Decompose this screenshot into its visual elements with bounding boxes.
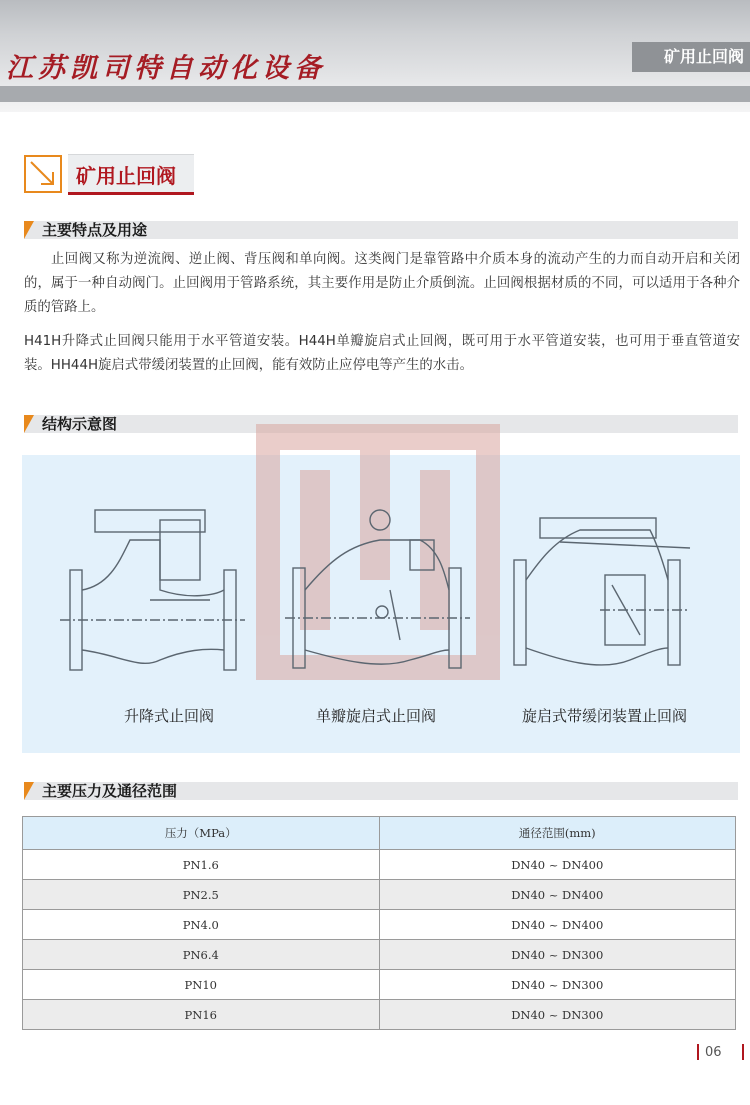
table-row (23, 970, 736, 1000)
pressure-cell: PN6.4 (23, 940, 380, 970)
table-row (23, 940, 736, 970)
caption-swing-check: 单瓣旋启式止回阀 (316, 707, 437, 725)
company-name: 江苏凯司特自动化设备 (6, 53, 326, 84)
pressure-cell: PN10 (23, 970, 380, 1000)
lift-check-valve-drawing (60, 510, 245, 670)
diameter-cell: DN40 ~ DN300 (379, 1000, 736, 1030)
section-features-title: 主要特点及用途 (42, 221, 148, 239)
diameter-cell: DN40 ~ DN400 (379, 850, 736, 880)
diameter-cell: DN40 ~ DN300 (379, 970, 736, 1000)
diameter-cell: DN40 ~ DN400 (379, 910, 736, 940)
table-header-row (23, 817, 736, 850)
page-number-bar-right (742, 1044, 744, 1060)
page-number: 06 (705, 1045, 722, 1060)
table-row (23, 1000, 736, 1030)
header-pressure: 压力（MPa） (23, 817, 380, 850)
features-paragraph-2: H41H升降式止回阀只能用于水平管道安装。H44H单瓣旋启式止回阀，既可用于水平管道安装，也可用于垂直管道安装。HH44H旋启式带缓闭装置的止回阀，能有效防止应停电等产生的水击。 (24, 334, 740, 373)
pressure-cell: PN4.0 (23, 910, 380, 940)
section-marker-icon (24, 782, 34, 800)
caption-damped-swing-check: 旋启式带缓闭装置止回阀 (522, 707, 688, 725)
pressure-diameter-table (22, 816, 736, 1030)
section-structure-title: 结构示意图 (42, 415, 118, 433)
pressure-cell: PN16 (23, 1000, 380, 1030)
features-paragraph-1: 止回阀又称为逆流阀、逆止阀、背压阀和单向阀。这类阀门是靠管路中介质本身的流动产生的力而自动开启和关闭的，属于一种自动阀门。止回阀用于管路系统，其主要作用是防止介质倒流。止回阀根据材质的不同，可以适用于各种介质的管路上。 (24, 252, 740, 315)
pressure-cell: PN2.5 (23, 880, 380, 910)
diameter-cell: DN40 ~ DN400 (379, 880, 736, 910)
damped-swing-check-valve-drawing (514, 518, 690, 665)
header-diameter: 通径范围(mm) (379, 817, 736, 850)
diameter-cell: DN40 ~ DN300 (379, 940, 736, 970)
section-specs-title: 主要压力及通径范围 (42, 782, 178, 800)
caption-lift-check: 升降式止回阀 (124, 707, 215, 725)
table-row (23, 910, 736, 940)
table-row (23, 880, 736, 910)
page-number-bar-left (697, 1044, 699, 1060)
pressure-cell: PN1.6 (23, 850, 380, 880)
header-product-tab: 矿用止回阀 (632, 42, 750, 72)
page-title: 矿用止回阀 (76, 164, 176, 188)
table-row (23, 850, 736, 880)
section-specs-header (24, 782, 738, 800)
